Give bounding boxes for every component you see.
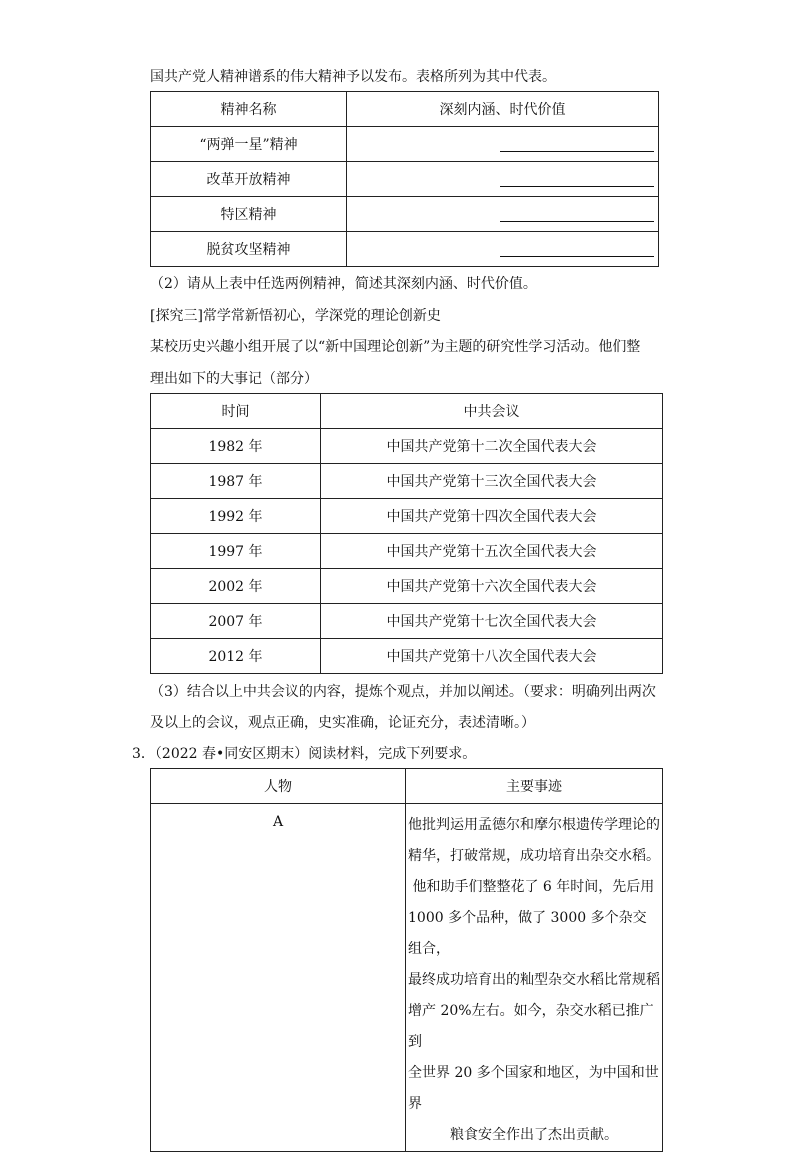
table-row xyxy=(151,197,659,232)
table-row xyxy=(151,232,659,267)
meeting-name: 中国共产党第十七次全国代表大会 xyxy=(321,604,663,639)
answer-blank-cell[interactable] xyxy=(347,162,659,197)
spirit-name: 改革开放精神 xyxy=(151,162,347,197)
deeds-line: 最终成功培育出的籼型杂交水稻比常规稻 xyxy=(408,972,660,988)
answer-blank-cell[interactable] xyxy=(347,232,659,267)
table-row xyxy=(151,499,663,534)
table-row xyxy=(151,429,663,464)
deeds-line: 增产 20%左右。如今，杂交水稻已推广到 xyxy=(408,1003,654,1050)
deeds-line: 全世界 20 多个国家和地区，为中国和世界 xyxy=(408,1065,659,1112)
table-row xyxy=(151,127,659,162)
spirit-table xyxy=(150,91,659,267)
table-row xyxy=(151,604,663,639)
meeting-year: 2007 年 xyxy=(151,604,321,639)
answer-blank-cell[interactable] xyxy=(347,197,659,232)
intro-text: 国共产党人精神谱系的伟大精神予以发布。表格所列为其中代表。 xyxy=(150,69,556,85)
table-row xyxy=(151,162,659,197)
spirit-header-value: 深刻内涵、时代价值 xyxy=(347,92,659,127)
person-table xyxy=(150,768,663,1152)
person-header-deeds: 主要事迹 xyxy=(406,769,663,804)
spirit-name: 特区精神 xyxy=(151,197,347,232)
explore-3-desc-line-1: 某校历史兴趣小组开展了以“新中国理论创新”为主题的研究性学习活动。他们整 xyxy=(150,339,641,355)
table-row xyxy=(151,639,663,674)
meeting-year: 2002 年 xyxy=(151,569,321,604)
meeting-year: 1997 年 xyxy=(151,534,321,569)
meeting-year: 1982 年 xyxy=(151,429,321,464)
table-row xyxy=(151,534,663,569)
deeds-line: 他和助手们整整花了 6 年时间，先后用 xyxy=(408,879,655,895)
meeting-year: 1987 年 xyxy=(151,464,321,499)
deeds-line: 他批判运用孟德尔和摩尔根遗传学理论的 xyxy=(408,817,660,833)
deeds-line: 1000 多个品种，做了 3000 多个杂交组合， xyxy=(408,910,647,957)
person-label: A xyxy=(151,804,406,1152)
person-deeds xyxy=(406,804,663,1152)
answer-blank[interactable] xyxy=(500,220,654,222)
deeds-line: 精华，打破常规，成功培育出杂交水稻。 xyxy=(408,848,660,864)
answer-blank[interactable] xyxy=(500,150,654,152)
meeting-header-meeting: 中共会议 xyxy=(321,394,663,429)
spirit-header-name: 精神名称 xyxy=(151,92,347,127)
answer-blank-cell[interactable] xyxy=(347,127,659,162)
meeting-name: 中国共产党第十三次全国代表大会 xyxy=(321,464,663,499)
meeting-name: 中国共产党第十四次全国代表大会 xyxy=(321,499,663,534)
spirit-name: 脱贫攻坚精神 xyxy=(151,232,347,267)
meeting-name: 中国共产党第十六次全国代表大会 xyxy=(321,569,663,604)
meeting-name: 中国共产党第十五次全国代表大会 xyxy=(321,534,663,569)
meeting-year: 1992 年 xyxy=(151,499,321,534)
table-row xyxy=(151,804,663,1152)
question-3-line-1: （3）结合以上中共会议的内容，提炼个观点，并加以阐述。（要求：明确列出两次 xyxy=(150,684,656,700)
question-3-line-2: 及以上的会议，观点正确，史实准确，论证充分，表述清晰。） xyxy=(150,715,535,731)
meeting-header-time: 时间 xyxy=(151,394,321,429)
meeting-name: 中国共产党第十八次全国代表大会 xyxy=(321,639,663,674)
explore-3-desc-line-2: 理出如下的大事记（部分） xyxy=(150,371,318,387)
answer-blank[interactable] xyxy=(500,255,654,257)
meeting-table xyxy=(150,393,663,674)
deeds-line: 粮食安全作出了杰出贡献。 xyxy=(450,1127,618,1143)
answer-blank[interactable] xyxy=(500,185,654,187)
person-header-name: 人物 xyxy=(151,769,406,804)
table-row xyxy=(151,464,663,499)
meeting-name: 中国共产党第十二次全国代表大会 xyxy=(321,429,663,464)
spirit-name: “两弹一星”精神 xyxy=(151,127,347,162)
table-row xyxy=(151,569,663,604)
meeting-year: 2012 年 xyxy=(151,639,321,674)
explore-3-title: [探究三]常学常新悟初心，学深党的理论创新史 xyxy=(150,308,441,324)
problem-3-title: 3．（2022 春•同安区期末）阅读材料，完成下列要求。 xyxy=(132,746,477,762)
question-2: （2）请从上表中任选两例精神，简述其深刻内涵、时代价值。 xyxy=(150,276,537,292)
